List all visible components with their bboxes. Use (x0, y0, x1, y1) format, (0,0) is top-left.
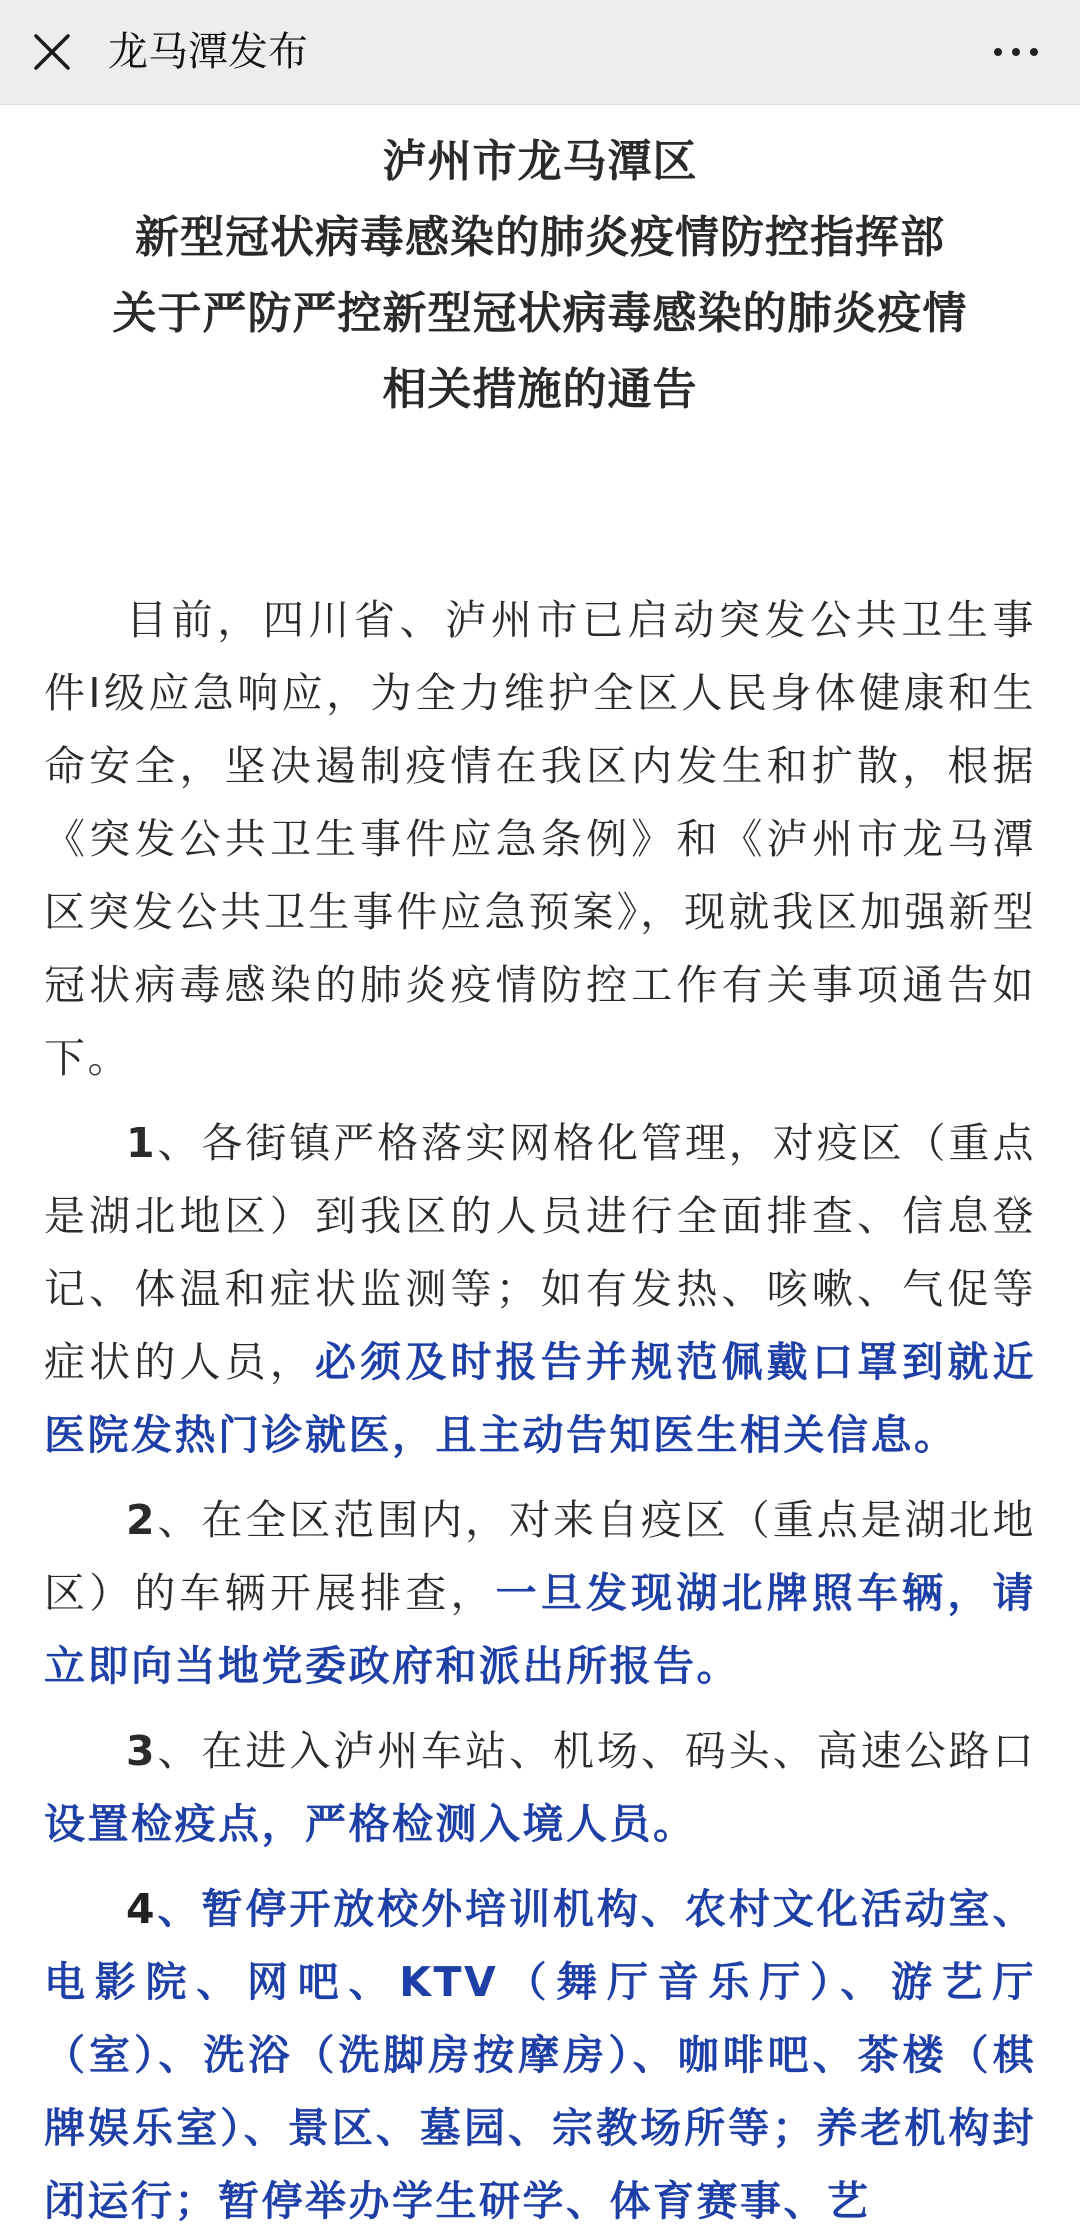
notice-item-1 (44, 1107, 1036, 1472)
top-bar (0, 0, 1080, 105)
intro-paragraph: 目前，四川省、泸州市已启动突发公共卫生事件I级应急响应，为全力维护全区人民身体健康和生命安全，坚决遏制疫情在我区内发生和扩散，根据《突发公共卫生事件应急条例》和《泸州市龙马潭区突发公共卫生事件应急预案》，现就我区加强新型冠状病毒感染的肺炎疫情防控工作有关事项通告如下。 (44, 596, 1036, 1082)
item-number: 2 (126, 1496, 158, 1544)
close-icon (34, 34, 70, 70)
item-highlight: 暂停开放校外培训机构、农村文化活动室、电影院、网吧、KTV（舞厅音乐厅）、游艺厅（室）、洗浴（洗脚房按摩房）、咖啡吧、茶楼（棋牌娱乐室）、景区、墓园、宗教场所等；养老机构封闭运行；暂停举办学生研学、体育赛事、艺 (44, 1885, 1037, 2225)
more-button[interactable] (980, 22, 1052, 82)
item-number: 3 (126, 1727, 158, 1775)
item-number: 1 (126, 1119, 158, 1167)
article (44, 104, 1036, 2232)
item-text: 、 (157, 1885, 202, 1933)
item-text: 、在进入泸州车站、机场、码头、高速公路口 (157, 1727, 1036, 1775)
notice-item-3 (44, 1715, 1036, 1861)
headline-line: 相关措施的通告 (382, 364, 698, 415)
headline-line: 新型冠状病毒感染的肺炎疫情防控指挥部 (135, 212, 945, 263)
item-text: 、各街镇严格落实网格化管理，对疫区（重点是湖北地区）到我区的人员进行全面排查、信息登记、体温和症状监测等；如有发热、咳嗽、气促等症状的人员， (44, 1119, 1036, 1386)
close-button[interactable] (20, 22, 84, 82)
headline-line: 关于严防严控新型冠状病毒感染的肺炎疫情 (112, 288, 968, 339)
item-number: 4 (126, 1885, 158, 1933)
headline-line: 泸州市龙马潭区 (382, 136, 698, 187)
article-body (44, 584, 1036, 2232)
item-highlight: 一旦发现湖北牌照车辆，请立即向当地党委政府和派出所报告。 (44, 1569, 1037, 1690)
notice-item-4 (44, 1873, 1036, 2232)
item-highlight: 必须及时报告并规范佩戴口罩到就近医院发热门诊就医，且主动告知医生相关信息。 (44, 1338, 1036, 1459)
item-highlight: 设置检疫点，严格检测入境人员。 (44, 1800, 697, 1848)
item-text: 、在全区范围内，对来自疫区（重点是湖北地区）的车辆开展排查， (44, 1496, 1036, 1617)
notice-item-2 (44, 1484, 1036, 1703)
page-title: 龙马潭发布 (108, 29, 308, 75)
article-headline (44, 124, 1036, 428)
